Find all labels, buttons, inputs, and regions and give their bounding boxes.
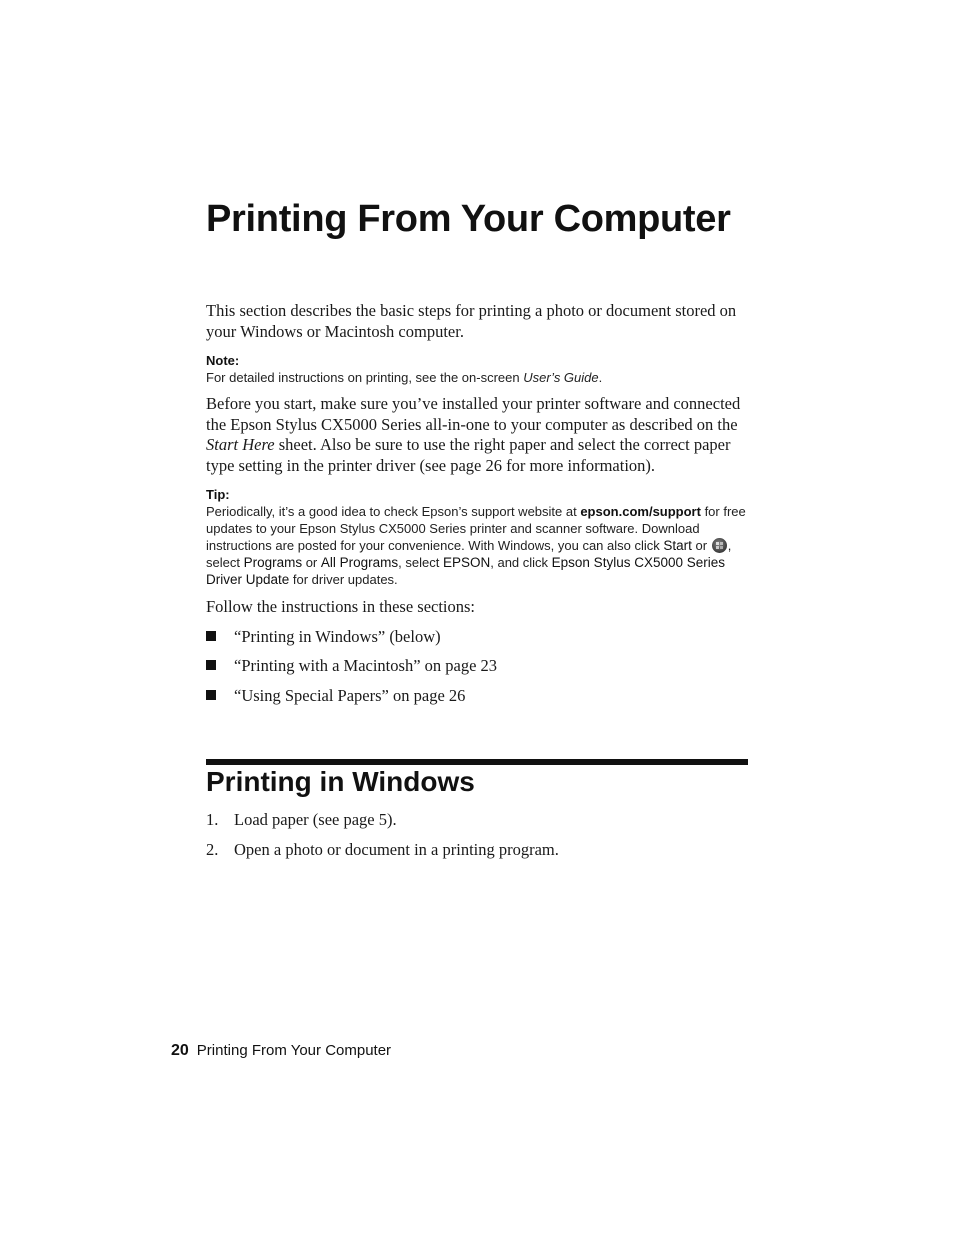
intro-text: This section describes the basic steps for printing a photo or document stored on your Windows or Macintosh computer. xyxy=(206,301,737,341)
note-text xyxy=(206,369,751,386)
tip-text-2: for free updates to your Epson Stylus CX5000 Series printer and scanner software. Download instructions are posted for your convenience. With Windows, you can also click xyxy=(206,504,746,553)
list-item xyxy=(206,686,751,707)
section-divider xyxy=(206,759,748,765)
epson-menu-label: EPSON xyxy=(442,555,491,570)
square-bullet-icon xyxy=(206,660,216,670)
step-text: Open a photo or document in a printing program. xyxy=(234,840,559,859)
square-bullet-icon xyxy=(206,690,216,700)
tip-text xyxy=(206,503,751,588)
support-website-link[interactable]: epson.com/support xyxy=(580,504,701,519)
step-number: 2. xyxy=(206,840,219,859)
list-item xyxy=(206,656,751,677)
windows-start-icon xyxy=(712,538,727,553)
note-label: Note: xyxy=(206,353,240,368)
page-footer xyxy=(171,1042,391,1060)
step-item xyxy=(206,840,751,861)
section-link-special-papers[interactable]: “Using Special Papers” on page 26 xyxy=(234,686,466,705)
tip-text-4: , select xyxy=(206,538,732,570)
section-link-macintosh[interactable]: “Printing with a Macintosh” on page 23 xyxy=(234,656,498,675)
follow-paragraph: Follow the instructions in these sections: xyxy=(206,597,476,616)
note-text-part: For detailed instructions on printing, see the on-screen xyxy=(206,370,524,385)
tip-text-6: , select xyxy=(398,555,443,570)
tip-label: Tip: xyxy=(206,487,230,502)
tip-text-1: Periodically, it’s a good idea to check Epson’s support website at xyxy=(206,504,581,519)
intro-paragraph xyxy=(206,301,751,342)
before-text-2: sheet. Also be sure to use the right paper and select the correct paper type setting in the printer driver (see page 26 for more information). xyxy=(206,435,731,475)
tip-box xyxy=(206,486,751,588)
tip-text-8: for driver updates. xyxy=(289,572,398,587)
before-paragraph xyxy=(206,394,751,476)
driver-update-menu-label: Epson Stylus CX5000 Series Driver Update xyxy=(206,555,726,587)
start-here-reference: Start Here xyxy=(206,435,275,454)
footer-chapter-title: Printing From Your Computer xyxy=(196,1042,392,1059)
page-title: Printing From Your Computer xyxy=(206,198,731,240)
start-menu-label: Start xyxy=(663,538,692,553)
step-text: Load paper (see page 5). xyxy=(234,810,397,829)
page-number: 20 xyxy=(171,1042,189,1059)
note-text-end: . xyxy=(598,370,603,385)
list-item xyxy=(206,627,751,648)
square-bullet-icon xyxy=(206,631,216,641)
users-guide-reference: User’s Guide xyxy=(523,370,599,385)
programs-menu-label: Programs xyxy=(243,555,303,570)
before-text-1: Before you start, make sure you’ve installed your printer software and connected the Epson Stylus CX5000 Series all-in-one to your computer as described on the xyxy=(206,394,741,434)
note-box xyxy=(206,352,751,386)
tip-text-5: or xyxy=(302,555,321,570)
step-item xyxy=(206,810,751,831)
tip-text-7: , and click xyxy=(490,555,552,570)
all-programs-menu-label: All Programs xyxy=(320,555,399,570)
section-link-windows[interactable]: “Printing in Windows” (below) xyxy=(234,627,441,646)
tip-text-3: or xyxy=(691,538,711,553)
step-number: 1. xyxy=(206,810,219,829)
section-heading-windows: Printing in Windows xyxy=(206,766,475,797)
